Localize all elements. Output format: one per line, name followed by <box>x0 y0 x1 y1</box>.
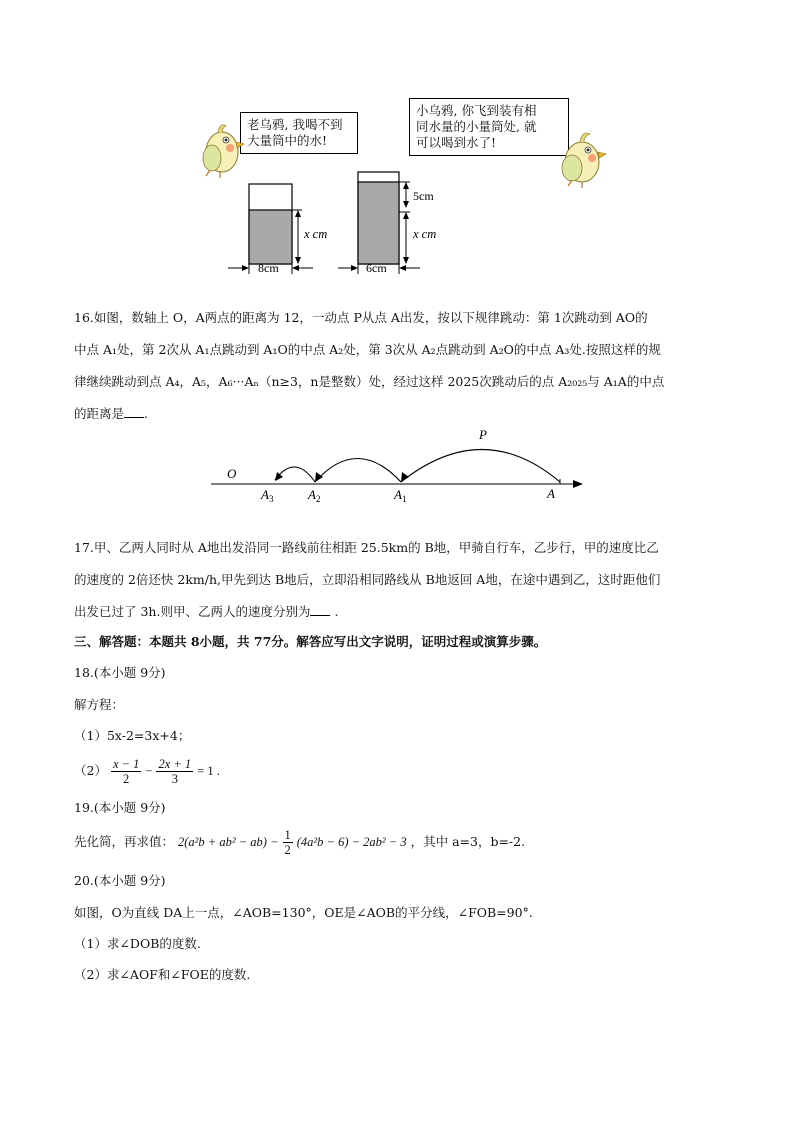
crow-cylinder-figure <box>180 120 620 280</box>
q19-expr-a: 2(a²b + ab² − ab) − <box>178 835 279 849</box>
section-3-heading: 三、解答题：本题共 8小题，共 77分。解答应写出文字说明，证明过程或演算步骤。 <box>74 634 547 649</box>
bird-left-icon <box>203 125 244 178</box>
fraction-2x-plus-1-over-3 <box>156 757 193 786</box>
q18-eq-rest: = 1 . <box>197 764 220 778</box>
q20-line-1: 如图，O为直线 DA上一点，∠AOB=130°，OE是∠AOB的平分线，∠FOB=90°. <box>74 905 533 920</box>
frac2-denominator: 3 <box>171 772 178 786</box>
q18-prompt: 解方程： <box>74 697 125 712</box>
q17-line-3-end: . <box>334 604 339 619</box>
q20-part-2: （2）求∠AOF和∠FOE的度数. <box>74 967 251 982</box>
jump-arc-1-arrowhead <box>401 472 409 482</box>
jump-arc-3 <box>275 467 315 482</box>
height-arrow-right <box>399 212 410 264</box>
label-A1: $A_1$ <box>394 487 407 504</box>
jump-arc-3-arrowhead <box>275 472 283 481</box>
number-line-figure <box>205 425 590 505</box>
frac1-numerator: x − 1 <box>112 757 140 771</box>
q16-line-1: 16.如图，数轴上 O，A两点的距离为 12，一动点 P从点 A出发，按以下规律跳动：第 1次跳动到 AO的 <box>74 310 648 325</box>
label-x-right: x cm <box>413 227 437 241</box>
fraction-x-minus-1-over-2 <box>111 757 141 786</box>
label-5cm: 5cm <box>413 189 434 203</box>
label-A: A <box>547 486 555 501</box>
q18-part-1: （1）5x-2=3x+4； <box>74 728 191 743</box>
jump-arc-2 <box>315 459 401 483</box>
half-denominator: 2 <box>284 843 291 857</box>
cylinder-small <box>358 172 399 264</box>
q16-answer-blank <box>124 405 144 418</box>
label-A2: $A_2$ <box>308 487 321 504</box>
jump-arc-2-arrowhead <box>315 472 323 482</box>
q17-line-3 <box>74 603 338 620</box>
label-6cm: 6cm <box>366 261 387 275</box>
label-P: P <box>479 427 487 442</box>
q16-line-4-text: 的距离是 <box>74 406 125 421</box>
jump-arc-1 <box>401 450 560 483</box>
label-x-left: x cm <box>304 227 328 241</box>
q17-answer-blank <box>310 603 330 616</box>
height-arrow-5cm <box>399 182 410 208</box>
half-numerator: 1 <box>284 828 291 842</box>
bird-right-icon <box>562 133 606 188</box>
q19-suffix: ，其中 a=3，b=-2. <box>410 834 526 849</box>
label-O: O <box>227 466 237 481</box>
q18-title: 18.(本小题 9分) <box>74 665 166 680</box>
q19-expr-b: (4a²b − 6) − 2ab² − 3 <box>296 835 407 849</box>
bubble-left-line-2: 大量筒中的水! <box>247 133 328 148</box>
q19-prefix: 先化简，再求值： <box>74 834 175 849</box>
fraction-one-half <box>283 828 293 857</box>
q19-expression-line <box>74 827 525 857</box>
q16-line-4-end: . <box>144 406 148 421</box>
q20-title: 20.(本小题 9分) <box>74 873 166 888</box>
q17-line-2: 的速度的 2倍还快 2km/h,甲先到达 B地后，立即沿相同路线从 B地返回 A地，在途中遇到乙，这时距他们 <box>74 572 661 587</box>
frac2-numerator: 2x + 1 <box>158 757 192 771</box>
cylinder-large <box>249 184 292 264</box>
q18-minus: − <box>145 764 153 778</box>
number-line-arrowhead <box>573 480 583 488</box>
q16-line-4 <box>74 405 148 422</box>
q18-part-2 <box>74 756 220 786</box>
bubble-right-line-3: 可以喝到水了! <box>416 135 497 150</box>
q17-line-1: 17.甲、乙两人同时从 A地出发沿同一路线前往相距 25.5km的 B地，甲骑自行车，乙步行，甲的速度比乙 <box>74 540 659 555</box>
bubble-left-line-1: 老乌鸦, 我喝不到 <box>247 117 343 132</box>
frac1-denominator: 2 <box>123 772 130 786</box>
q18-part-2-label: （2） <box>74 763 107 778</box>
q16-line-3: 律继续跳动到点 A₄，A₅，A₆···Aₙ（n≥3，n是整数）处，经过这样 2025次跳动后的点 A₂₀₂₅与 A₁A的中点 <box>74 374 665 389</box>
q20-part-1: （1）求∠DOB的度数. <box>74 936 201 951</box>
bubble-right-line-1: 小乌鸦, 你飞到装有相 <box>416 103 537 118</box>
height-arrow-left <box>292 210 302 264</box>
bubble-right-line-2: 同水量的小量筒处, 就 <box>416 119 537 134</box>
q19-title: 19.(本小题 9分) <box>74 800 166 815</box>
label-8cm: 8cm <box>258 261 279 275</box>
label-A3: $A_3$ <box>261 487 274 504</box>
q17-line-3-text: 出发已过了 3h.则甲、乙两人的速度分别为 <box>74 604 311 619</box>
q16-line-2: 中点 A₁处，第 2次从 A₁点跳动到 A₁O的中点 A₂处，第 3次从 A₂点跳动到 A₂O的中点 A₃处.按照这样的规 <box>74 342 661 357</box>
